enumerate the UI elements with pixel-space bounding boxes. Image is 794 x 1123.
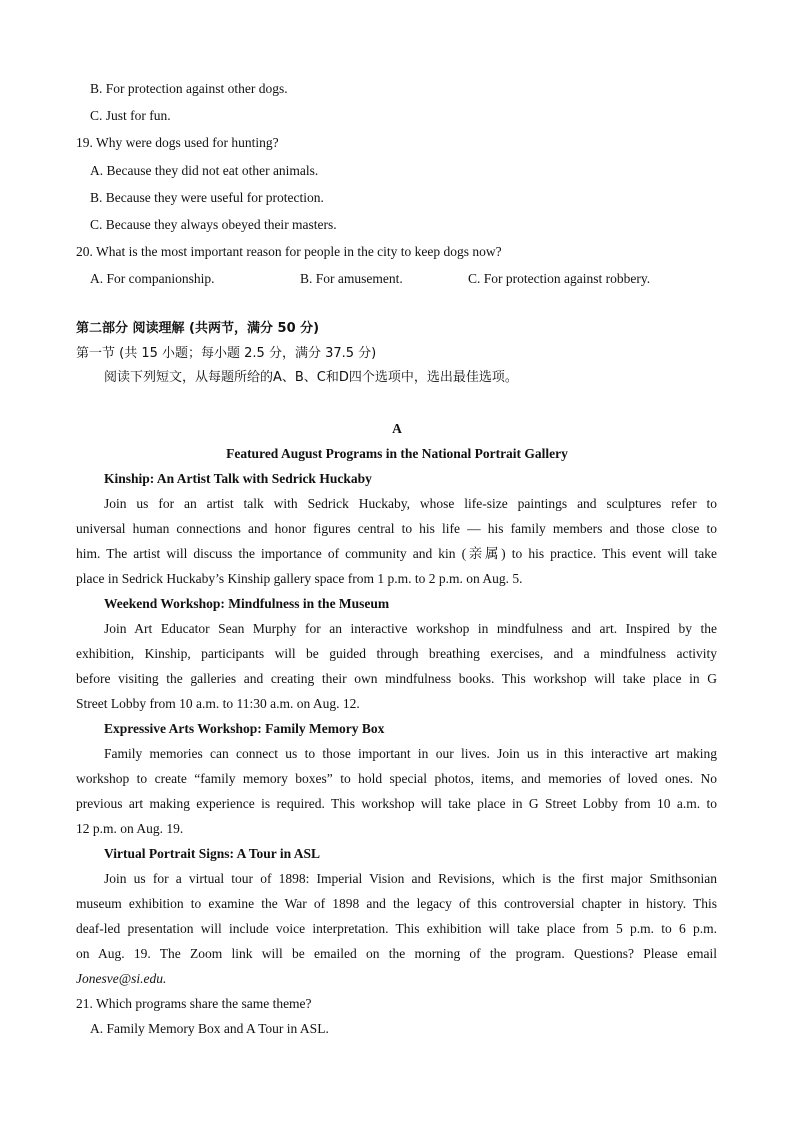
q20-option-b: B. For amusement.: [300, 271, 403, 286]
program-text-line: previous art making experience is required. This workshop will take place in G Street Lobby from 10 a.m. to: [76, 796, 717, 811]
option-c-q18: C. Just for fun.: [90, 108, 171, 123]
program-text-line: Join Art Educator Sean Murphy for an interactive workshop in mindfulness and art. Inspired by the: [104, 621, 717, 636]
question-20: 20. What is the most important reason for people in the city to keep dogs now?: [76, 244, 502, 259]
program-text-line: Join us for an artist talk with Sedrick Huckaby, whose life-size paintings and sculptures refer to: [104, 496, 717, 511]
question-21: 21. Which programs share the same theme?: [76, 996, 312, 1011]
program-text-line: him. The artist will discuss the importance of community and kin (亲属) to his practice. This event will take: [76, 546, 717, 561]
program-heading-memory-box: Expressive Arts Workshop: Family Memory Box: [104, 721, 385, 736]
passage-letter: A: [392, 421, 402, 436]
program-text-line: exhibition, Kinship, participants will be guided through breathing exercises, and a mindfulness activity: [76, 646, 717, 661]
q19-option-b: B. Because they were useful for protection.: [90, 190, 324, 205]
program-text-line: place in Sedrick Huckaby’s Kinship gallery space from 1 p.m. to 2 p.m. on Aug. 5.: [76, 571, 523, 586]
program-text-line: museum exhibition to examine the War of 1898 and the legacy of this controversial chapter in history. This: [76, 896, 717, 911]
program-heading-mindfulness: Weekend Workshop: Mindfulness in the Museum: [104, 596, 390, 611]
contact-email: Jonesve@si.edu.: [76, 971, 167, 986]
q19-option-c: C. Because they always obeyed their masters.: [90, 217, 337, 232]
q19-option-a: A. Because they did not eat other animals.: [90, 163, 319, 178]
program-text-line: Family memories can connect us to those important in our lives. Join us in this interactive art making: [104, 746, 717, 761]
program-text-line: workshop to create “family memory boxes” to hold special photos, items, and memories of loved ones. No: [76, 771, 717, 786]
q20-option-a: A. For companionship.: [90, 271, 215, 286]
program-text-line: on Aug. 19. The Zoom link will be emailed on the morning of the program. Questions? Please email: [76, 946, 717, 961]
question-19: 19. Why were dogs used for hunting?: [76, 135, 279, 150]
program-text-line: 12 p.m. on Aug. 19.: [76, 821, 184, 836]
program-heading-kinship: Kinship: An Artist Talk with Sedrick Huckaby: [104, 471, 372, 486]
q21-option-a: A. Family Memory Box and A Tour in ASL.: [90, 1021, 329, 1036]
program-heading-asl-tour: Virtual Portrait Signs: A Tour in ASL: [104, 846, 321, 861]
program-text-line: Street Lobby from 10 a.m. to 11:30 a.m. on Aug. 12.: [76, 696, 360, 711]
instructions: 阅读下列短文，从每题所给的A、B、C和D四个选项中，选出最佳选项。: [104, 370, 518, 385]
option-b-q18: B. For protection against other dogs.: [90, 81, 288, 96]
passage-title: Featured August Programs in the National Portrait Gallery: [226, 446, 568, 461]
program-text-line: deaf-led presentation will include voice interpretation. This exhibition will take place from 5 p.m. to 6 p.m.: [76, 921, 717, 936]
program-text-line: Join us for a virtual tour of 1898: Imperial Vision and Revisions, which is the first major Smithsonian: [104, 871, 717, 886]
section-one-title: 第一节 (共 15 小题；每小题 2.5 分，满分 37.5 分): [76, 346, 377, 361]
part-two-title: 第二部分 阅读理解 (共两节，满分 50 分): [76, 321, 320, 336]
program-text-line: universal human connections and honor figures central to his life — his family members and those close to: [76, 521, 717, 536]
q20-option-c: C. For protection against robbery.: [468, 271, 651, 286]
program-text-line: before visiting the galleries and creating their own mindfulness books. This workshop will take place in G: [76, 671, 717, 686]
